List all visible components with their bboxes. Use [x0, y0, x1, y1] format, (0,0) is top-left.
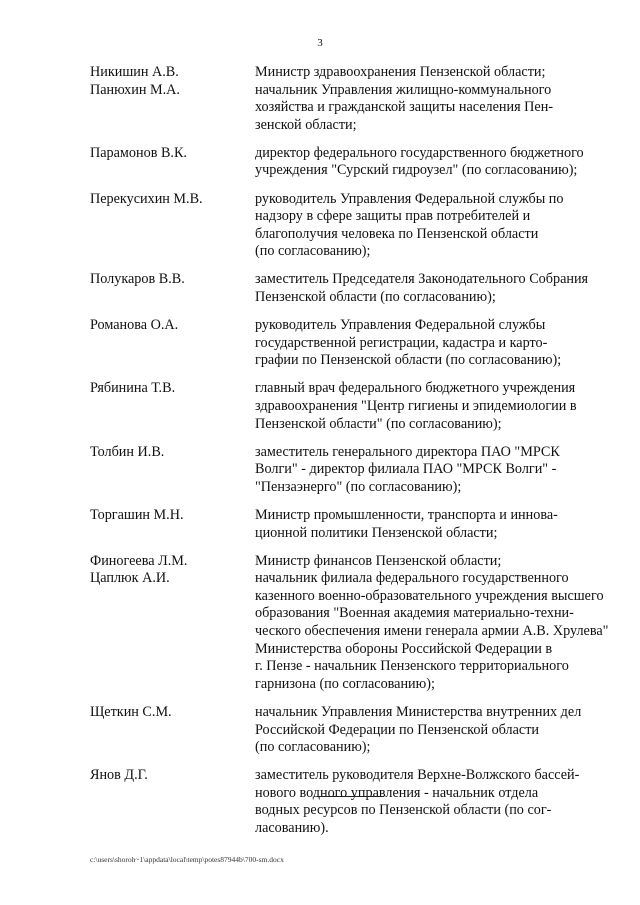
position-line: учреждения "Сурский гидроузел" (по согласованию);	[255, 162, 578, 179]
position-line: заместитель руководителя Верхне-Волжского бассей-	[255, 767, 580, 784]
position-line: Пензенской области" (по согласованию);	[255, 415, 502, 432]
member-row	[90, 553, 606, 571]
position-line: образования "Военная академия материально-техни-	[255, 605, 574, 622]
file-path-footer: c:\users\shoroh~1\appdata\local\temp\potes87944b\700-sm.docx	[90, 855, 284, 864]
position-line: Пензенской области (по согласованию);	[255, 289, 496, 306]
position-line: главный врач федерального бюджетного учреждения	[255, 380, 576, 397]
position-line: Министерства обороны Российской Федерации в	[255, 640, 553, 657]
member-position	[255, 553, 606, 571]
position-line: хозяйства и гражданской защиты населения Пен-	[255, 99, 554, 116]
member-row	[90, 767, 606, 837]
member-name: Перекусихин М.В.	[90, 190, 203, 207]
position-line: водных ресурсов по Пензенской области (по сог-	[255, 802, 552, 819]
member-position	[255, 570, 608, 693]
end-divider	[317, 796, 384, 797]
position-line: государственной регистрации, кадастра и карто-	[255, 334, 548, 351]
position-line: директор федерального государственного бюджетного	[255, 144, 584, 161]
position-line: "Пензаэнерго" (по согласованию);	[255, 478, 462, 495]
member-name: Романова О.А.	[90, 317, 179, 334]
member-position	[255, 145, 606, 180]
member-name: Янов Д.Г.	[90, 767, 148, 784]
member-position	[255, 444, 606, 497]
member-row	[90, 570, 609, 693]
member-name: Торгашин М.Н.	[90, 506, 184, 523]
position-line: благополучия человека по Пензенской области	[255, 225, 539, 242]
member-row	[90, 380, 606, 433]
member-position	[255, 380, 606, 433]
member-position	[255, 82, 606, 135]
position-line: Министр промышленности, транспорта и иннова-	[255, 506, 558, 523]
position-line: ционной политики Пензенской области;	[255, 524, 498, 541]
position-line: начальник Управления Министерства внутренних дел	[255, 703, 582, 720]
position-line: здравоохранения "Центр гигиены и эпидемиологии в	[255, 398, 577, 414]
member-name: Толбин И.В.	[90, 443, 165, 460]
position-line: Российской Федерации по Пензенской области	[255, 721, 540, 738]
member-position	[255, 191, 606, 261]
position-line: заместитель генерального директора ПАО "МРСК	[255, 443, 560, 460]
position-line: г. Пензе - начальник Пензенского территориального	[255, 658, 569, 675]
member-name: Парамонов В.К.	[90, 144, 187, 161]
member-name: Цаплюк А.И.	[90, 570, 170, 587]
member-row	[90, 82, 606, 135]
position-line: (по согласованию);	[255, 739, 371, 756]
member-row	[90, 64, 606, 82]
position-line: Волги" - директор филиала ПАО "МРСК Волги" -	[255, 461, 557, 478]
position-line: заместитель Председателя Законодательного Собрания	[255, 271, 589, 288]
member-row	[90, 704, 606, 757]
position-line: ческого обеспечения имени генерала армии А.В. Хрулева"	[255, 623, 609, 640]
position-line: надзору в сфере защиты прав потребителей и	[255, 208, 531, 225]
member-position	[255, 317, 606, 370]
page-number: 3	[317, 37, 323, 49]
position-line: руководитель Управления Федеральной службы	[255, 317, 546, 334]
members-list	[90, 64, 609, 848]
position-line: нового водного управления - начальник отдела	[255, 784, 539, 801]
member-row	[90, 507, 606, 542]
member-position	[255, 64, 606, 82]
member-position	[255, 507, 606, 542]
position-line: гарнизона (по согласованию);	[255, 675, 435, 692]
member-row	[90, 317, 606, 370]
position-line: руководитель Управления Федеральной службы по	[255, 190, 564, 207]
member-row	[90, 145, 606, 180]
position-line: ласованию).	[255, 819, 329, 836]
member-position	[255, 767, 606, 837]
position-line: графии по Пензенской области (по согласованию);	[255, 352, 562, 369]
member-name: Никишин А.В.	[90, 64, 179, 80]
member-row	[90, 191, 606, 261]
member-position	[255, 704, 606, 757]
position-line: (по согласованию);	[255, 243, 371, 260]
position-line: начальник Управления жилищно-коммунального	[255, 81, 552, 98]
position-line: зенской области;	[255, 116, 357, 133]
position-line: Министр финансов Пензенской области;	[255, 552, 502, 569]
member-row	[90, 444, 606, 497]
member-name: Финогеева Л.М.	[90, 552, 188, 569]
member-name: Полукаров В.В.	[90, 271, 185, 288]
position-line: казенного военно-образовательного учреждения высшего	[255, 587, 604, 604]
position-line: начальник филиала федерального государственного	[255, 570, 569, 587]
member-name: Рябинина Т.В.	[90, 380, 176, 397]
member-row	[90, 271, 606, 306]
member-name: Панюхин М.А.	[90, 81, 180, 98]
member-position	[255, 271, 606, 306]
member-name: Щеткин С.М.	[90, 703, 172, 720]
position-line: Министр здравоохранения Пензенской области;	[255, 64, 546, 80]
